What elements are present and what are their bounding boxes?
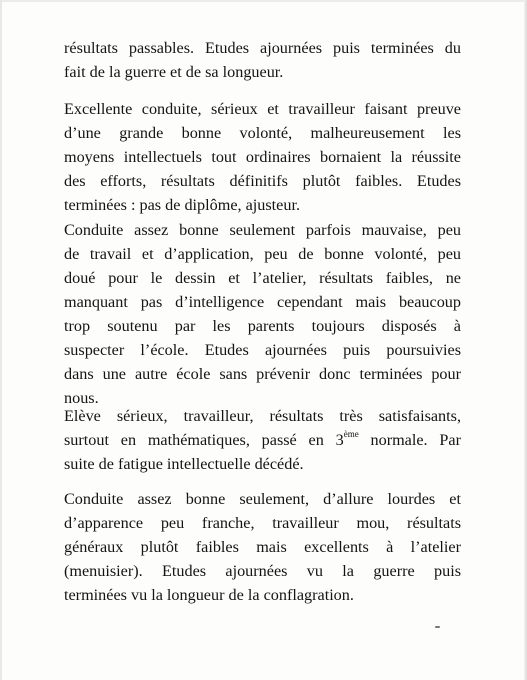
paragraph-4-line-2-start: surtout en mathématiques, passé en 3 [64, 431, 344, 449]
paragraph-1 [64, 36, 461, 84]
paragraph-4-line-3: suite de fatigue intellectuelle décédé. [64, 455, 304, 473]
paragraph-4-line-1: Elève sérieux, travailleur, résultats très satisfaisants, [64, 407, 461, 425]
paragraph-4-line-2-end: normale. Par [358, 431, 461, 449]
paragraph-5-line-3: généraux plutôt faibles mais excellents à l’atelier [64, 538, 461, 556]
scan-speck [435, 626, 440, 628]
paragraph-3-line-5: trop soutenu par les parents toujours disposés à [64, 317, 461, 335]
paragraph-3-line-4: manquant pas d’intelligence cependant mais beaucoup [64, 293, 461, 311]
paragraph-3-line-1: Conduite assez bonne seulement parfois mauvaise, peu [64, 221, 461, 239]
paragraph-1-line-2: fait de la guerre et de sa longueur. [64, 63, 284, 81]
paragraph-4 [64, 404, 461, 476]
paragraph-5-line-4: (menuisier). Etudes ajournées vu la guerre puis [64, 562, 461, 580]
paragraph-5-line-1: Conduite assez bonne seulement, d’allure lourdes et [64, 490, 461, 508]
paragraph-2-line-2: d’une grande bonne volonté, malheureusement les [64, 124, 461, 142]
paragraph-2-line-3: moyens intellectuels tout ordinaires bornaient la réussite [64, 148, 461, 166]
paragraph-3-line-3: doué pour le dessin et l’atelier, résultats faibles, ne [64, 269, 461, 287]
paragraph-5-line-5: terminées vu la longueur de la conflagration. [64, 586, 354, 604]
paragraph-2-line-4: des efforts, résultats définitifs plutôt faibles. Etudes [64, 172, 461, 190]
paragraph-5 [64, 487, 461, 607]
paragraph-2-line-1: Excellente conduite, sérieux et travailleur faisant preuve [64, 100, 461, 118]
paragraph-2-line-5: terminées : pas de diplôme, ajusteur. [64, 196, 301, 214]
paragraph-3-line-8: nous. [64, 389, 99, 407]
paragraph-1-line-1: résultats passables. Etudes ajournées puis terminées du [64, 39, 461, 57]
paragraph-2 [64, 97, 461, 217]
paragraph-3-line-2: de travail et d’application, peu de bonne volonté, peu [64, 245, 461, 263]
superscript-ordinal: ème [343, 428, 359, 439]
paragraph-3-line-7: dans une autre école sans prévenir donc terminées pour [64, 365, 461, 383]
paragraph-3 [64, 218, 461, 410]
page-top-edge [0, 0, 527, 2]
paragraph-4-line-2 [64, 428, 461, 452]
page-left-edge [0, 0, 2, 680]
paragraph-3-line-6: suspecter l’école. Etudes ajournées puis poursuivies [64, 341, 461, 359]
paragraph-5-line-2: d’apparence peu franche, travailleur mou, résultats [64, 514, 461, 532]
